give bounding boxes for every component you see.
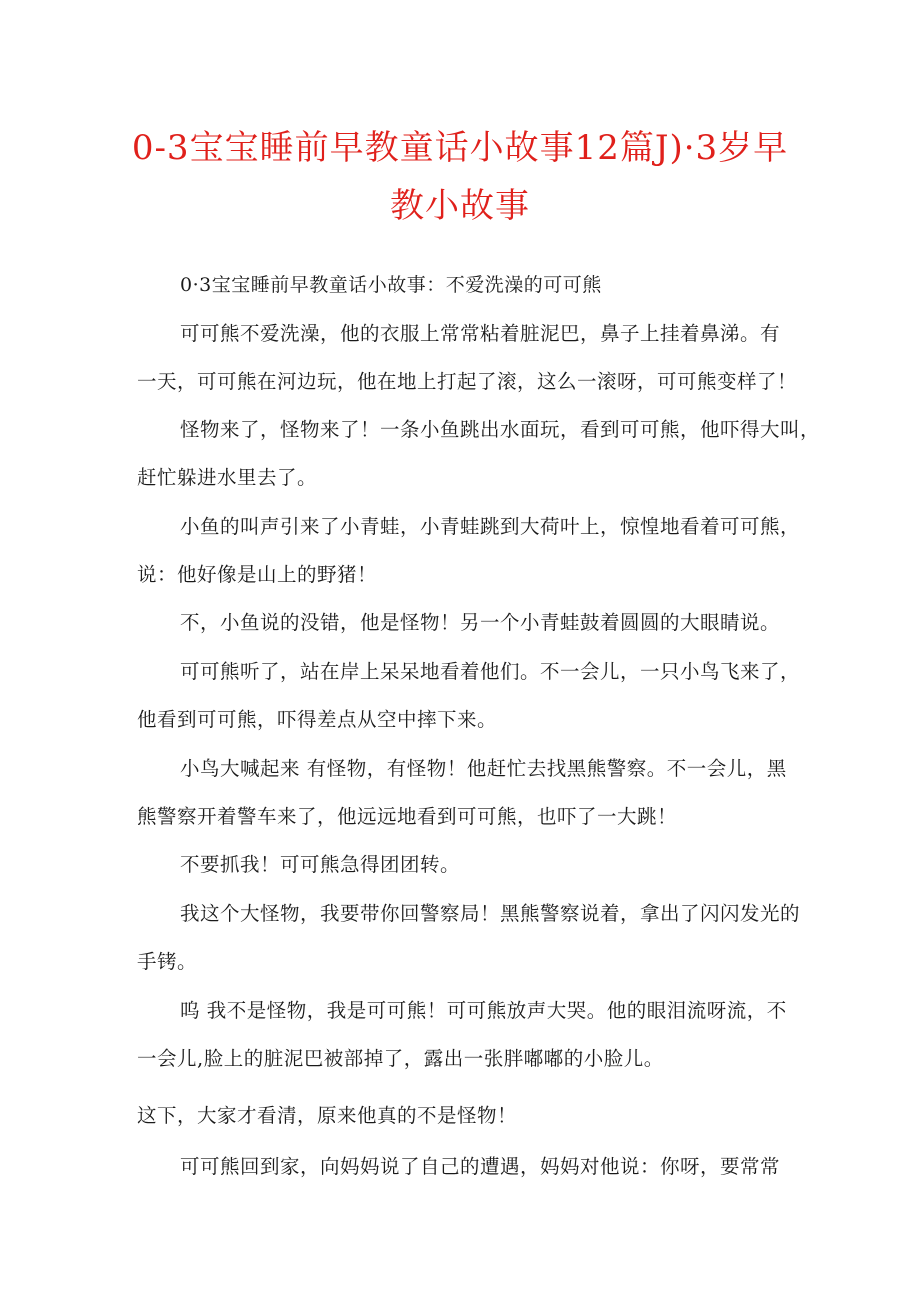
paragraph-line: 熊警察开着警车来了，他远远地看到可可熊，也吓了一大跳！: [137, 805, 678, 828]
paragraph-line: 他看到可可熊，吓得差点从空中摔下来。: [137, 708, 498, 731]
paragraph-line: 手铐。: [137, 950, 198, 973]
paragraph-line: 可可熊听了，站在岸上呆呆地看着他们。不一会儿，一只小鸟飞来了，: [180, 660, 801, 683]
paragraph-line: 呜 我不是怪物，我是可可熊！可可熊放声大哭。他的眼泪流呀流，不: [180, 999, 787, 1022]
paragraph-line: 一天，可可熊在河边玩，他在地上打起了滚，这么一滚呀，可可熊变样了！: [137, 370, 798, 393]
paragraph-line: 这下，大家才看清，原来他真的不是怪物！: [137, 1104, 518, 1127]
document-title-line-1: 0-3宝宝睡前早教童话小故事12篇J)·3岁早: [131, 128, 789, 168]
document-title-line-2: 教小故事: [390, 186, 530, 226]
paragraph-line: 不，小鱼说的没错，他是怪物！另一个小青蛙鼓着圆圆的大眼睛说。: [180, 611, 781, 634]
paragraph-line: 赶忙躲进水里去了。: [137, 466, 318, 489]
paragraph-line: 可可熊不爱洗澡，他的衣服上常常粘着脏泥巴，鼻子上挂着鼻涕。有: [180, 322, 781, 345]
paragraph-line: 怪物来了，怪物来了！一条小鱼跳出水面玩，看到可可熊，他吓得大叫，: [180, 418, 821, 441]
paragraph-line: 不要抓我！可可熊急得团团转。: [180, 853, 461, 876]
paragraph-line: 一会儿,脸上的脏泥巴被部掉了，露出一张胖嘟嘟的小脸儿。: [137, 1047, 664, 1070]
paragraph-line: 小鱼的叫声引来了小青蛙，小青蛙跳到大荷叶上，惊惶地看着可可熊，: [180, 515, 801, 538]
paragraph-line: 我这个大怪物，我要带你回警察局！黑熊警察说着，拿出了闪闪发光的: [180, 902, 801, 925]
paragraph-line: 可可熊回到家，向妈妈说了自己的遭遇，妈妈对他说：你呀，要常常: [180, 1155, 781, 1178]
paragraph-line: 小鸟大喊起来 有怪物，有怪物！他赶忙去找黑熊警察。不一会儿，黑: [180, 757, 787, 780]
story-subtitle: 0·3宝宝睡前早教童话小故事：不爱洗澡的可可熊: [180, 274, 602, 296]
paragraph-line: 说：他好像是山上的野猪！: [137, 563, 378, 586]
